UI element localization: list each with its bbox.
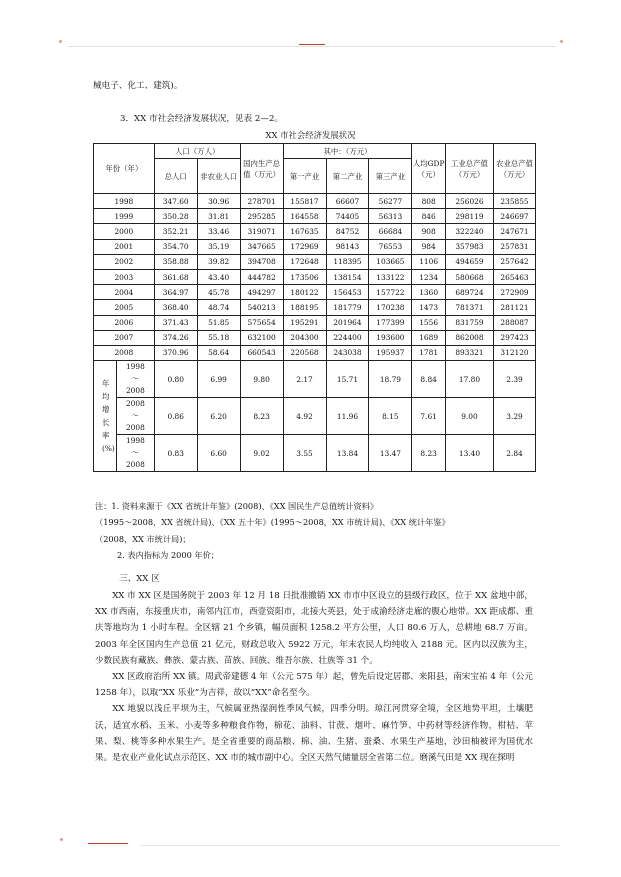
table-cell: 1106: [412, 254, 446, 269]
table-row: [94, 194, 536, 209]
table-cell: 51.85: [197, 315, 240, 330]
header-secondary: 第二产业: [326, 159, 369, 194]
table-row: [94, 269, 536, 284]
table-cell: 56277: [369, 194, 412, 209]
growth-period: 2008～2008: [117, 398, 155, 435]
table-cell: 358.88: [154, 254, 197, 269]
body-text: [95, 588, 533, 766]
table-cell: 831759: [445, 315, 493, 330]
footer-mark: [88, 843, 128, 844]
header-nonagri-pop: 非农业人口: [197, 159, 240, 194]
paragraph: XX 地貌以浅丘平坝为主，气候属亚热湿润性季风气候，四季分明。琼江河贯穿全境，全区地势平坦，土壤肥沃，适宜水稻、玉米、小麦等多种粮食作物，棉花、油料、甘蔗、烟叶、麻竹笋、中药材等经济作物，柑桔、苹果、梨、桃等多种水果生产。是全省重要的商品粮、棉、油、生猪、蚕桑、水果生产基地，沙田柚被评为国优水果。是农业产业化试点示范区、XX 市的城市副中心。全区天然气储量居全省第二位。磨溪气田是 XX 现在探明: [95, 704, 533, 764]
table-cell: 357983: [445, 239, 493, 254]
growth-cell: 3.29: [494, 398, 536, 435]
growth-cell: 13.40: [445, 435, 493, 472]
table-cell: 893321: [445, 345, 493, 360]
table-cell: 45.78: [197, 285, 240, 300]
header-tertiary: 第三产业: [369, 159, 412, 194]
table-cell: 580668: [445, 269, 493, 284]
table-cell: 173506: [283, 269, 326, 284]
table-cell: 364.97: [154, 285, 197, 300]
table-row: [94, 345, 536, 360]
table-cell: 278701: [240, 194, 283, 209]
table-cell: 354.70: [154, 239, 197, 254]
table-cell: 84752: [326, 224, 369, 239]
table-cell: 2001: [94, 239, 155, 254]
table-cell: 394708: [240, 254, 283, 269]
table-cell: 43.40: [197, 269, 240, 284]
table-cell: 31.81: [197, 209, 240, 224]
table-cell: 204300: [283, 330, 326, 345]
table-cell: 1999: [94, 209, 155, 224]
table-cell: 322240: [445, 224, 493, 239]
note-line: 2. 表内指标为 2000 年价；: [117, 549, 219, 560]
paragraph: XX 区政府治所 XX 镇。周武帝建德 4 年（公元 575 年）起，曾先后设定居郡、来阳县，南宋宝祐 4 年（公元 1258 年），以取“XX 乐业”为吉祥，故以“XX”命名至今。: [95, 672, 533, 699]
header-dot-right: [560, 40, 563, 43]
growth-cell: 8.15: [369, 398, 412, 435]
header-primary: 第一产业: [283, 159, 326, 194]
table-row: [94, 300, 536, 315]
table-cell: 177399: [369, 315, 412, 330]
growth-row: [94, 435, 536, 472]
table-cell: 180122: [283, 285, 326, 300]
table-cell: 281121: [494, 300, 536, 315]
growth-cell: 0.83: [154, 435, 197, 472]
table-row: [94, 254, 536, 269]
growth-cell: 13.84: [326, 435, 369, 472]
table-cell: 39.82: [197, 254, 240, 269]
note-line: （1995～2008，XX 省统计局)、《XX 五十年》(1995～2008，XX 市统计局)、《XX 统计年鉴》: [95, 517, 450, 528]
table-cell: 30.96: [197, 194, 240, 209]
table-cell: 2007: [94, 330, 155, 345]
header-of-which: 其中：（万元）: [283, 144, 412, 159]
table-cell: 74405: [326, 209, 369, 224]
growth-period: 1998～2008: [117, 361, 155, 398]
growth-cell: 4.92: [283, 398, 326, 435]
table-cell: 155817: [283, 194, 326, 209]
table-cell: 846: [412, 209, 446, 224]
table-cell: 257642: [494, 254, 536, 269]
table-cell: 55.18: [197, 330, 240, 345]
table-cell: 370.96: [154, 345, 197, 360]
table-cell: 103665: [369, 254, 412, 269]
table-cell: 494297: [240, 285, 283, 300]
table-cell: 133122: [369, 269, 412, 284]
table-cell: 33.46: [197, 224, 240, 239]
table-row: [94, 330, 536, 345]
header-population: 人口（万人）: [154, 144, 240, 159]
growth-cell: 2.84: [494, 435, 536, 472]
table-cell: 170238: [369, 300, 412, 315]
header-industry: 工业总产值（万元）: [445, 144, 493, 194]
table-cell: 193600: [369, 330, 412, 345]
table-cell: 1998: [94, 194, 155, 209]
header-gdp: 国内生产总值（万元）: [240, 144, 283, 194]
table-cell: 164558: [283, 209, 326, 224]
table-cell: 48.74: [197, 300, 240, 315]
table-cell: 808: [412, 194, 446, 209]
table-cell: 371.43: [154, 315, 197, 330]
table-cell: 361.68: [154, 269, 197, 284]
table-cell: 246697: [494, 209, 536, 224]
table-cell: 2000: [94, 224, 155, 239]
table-cell: 288087: [494, 315, 536, 330]
growth-row: [94, 361, 536, 398]
table-cell: 312120: [494, 345, 536, 360]
table-cell: 2006: [94, 315, 155, 330]
table-cell: 1556: [412, 315, 446, 330]
note-line: （2008，XX 市统计局)；: [95, 533, 191, 544]
growth-cell: 15.71: [326, 361, 369, 398]
growth-cell: 9.00: [445, 398, 493, 435]
table-cell: 1473: [412, 300, 446, 315]
table-cell: 272909: [494, 285, 536, 300]
table-cell: 195937: [369, 345, 412, 360]
growth-cell: 9.80: [240, 361, 283, 398]
table-cell: 2002: [94, 254, 155, 269]
table-cell: 1360: [412, 285, 446, 300]
growth-cell: 13.47: [369, 435, 412, 472]
table-cell: 157722: [369, 285, 412, 300]
table-cell: 352.21: [154, 224, 197, 239]
table-cell: 188195: [283, 300, 326, 315]
growth-cell: 8.23: [412, 435, 446, 472]
header-mark: [299, 44, 325, 45]
table-cell: 172648: [283, 254, 326, 269]
section-line: 3．XX 市社会经济发展状况，见表 2—2。: [120, 114, 284, 124]
table-row: [94, 285, 536, 300]
intro-line: 械电子、化工、建筑)。: [93, 81, 183, 91]
table-cell: 1234: [412, 269, 446, 284]
footer-dot: [60, 838, 63, 841]
table-cell: 195291: [283, 315, 326, 330]
table-notes: [95, 498, 450, 563]
economy-table: [93, 143, 536, 472]
table-cell: 494659: [445, 254, 493, 269]
growth-cell: 18.79: [369, 361, 412, 398]
table-cell: 368.40: [154, 300, 197, 315]
table-cell: 167635: [283, 224, 326, 239]
growth-cell: 17.80: [445, 361, 493, 398]
table-cell: 540213: [240, 300, 283, 315]
table-cell: 2005: [94, 300, 155, 315]
table-cell: 660543: [240, 345, 283, 360]
table-cell: 1689: [412, 330, 446, 345]
table-cell: 444782: [240, 269, 283, 284]
growth-cell: 9.02: [240, 435, 283, 472]
table-cell: 224400: [326, 330, 369, 345]
table-cell: 35.19: [197, 239, 240, 254]
table-row: [94, 315, 536, 330]
district-heading: 三、XX 区: [119, 574, 160, 584]
header-dot-left: [59, 40, 62, 43]
header-rule: [68, 46, 556, 47]
table-cell: 319071: [240, 224, 283, 239]
table-cell: 243038: [326, 345, 369, 360]
growth-cell: 8.23: [240, 398, 283, 435]
growth-cell: 11.96: [326, 398, 369, 435]
growth-period: 1998～2008: [117, 435, 155, 472]
table-cell: 908: [412, 224, 446, 239]
table-cell: 56313: [369, 209, 412, 224]
table-cell: 201964: [326, 315, 369, 330]
growth-label: 年均增长率(%): [94, 361, 117, 472]
table-row: [94, 239, 536, 254]
table-cell: 156453: [326, 285, 369, 300]
table-cell: 138154: [326, 269, 369, 284]
growth-cell: 7.61: [412, 398, 446, 435]
paragraph: XX 市 XX 区是国务院于 2003 年 12 月 18 日批准撤销 XX 市市中区设立的县级行政区，位于 XX 盆地中部，XX 市西南，东接重庆市，南邻内江市，西壹资阳市，北接大英县，处于成渝经济走廊的腹心地带。XX 距成都、重庆等地均为 1 小时车程。全区辖 21 个乡镇，幅员面积 1258.2 平方公里，人口 80.6 万人，总耕地 68.7 万亩。2003 年全区国内生产总值 21 亿元，财政总收入 5922 万元，年末农民人均纯收入 2188 元。区内以汉族为主，少数民族有藏族、彝族、蒙古族、苗族、回族、维吾尔族、壮族等 31 个。: [95, 591, 533, 666]
growth-cell: 8.84: [412, 361, 446, 398]
header-agriculture: 农业总产值（万元）: [494, 144, 536, 194]
table-cell: 2004: [94, 285, 155, 300]
growth-cell: 0.86: [154, 398, 197, 435]
table-cell: 118395: [326, 254, 369, 269]
table-cell: 247671: [494, 224, 536, 239]
table-cell: 781371: [445, 300, 493, 315]
table-cell: 2008: [94, 345, 155, 360]
table-cell: 347.60: [154, 194, 197, 209]
table-cell: 256026: [445, 194, 493, 209]
table-cell: 66607: [326, 194, 369, 209]
table-cell: 257831: [494, 239, 536, 254]
table-cell: 76553: [369, 239, 412, 254]
table-cell: 66684: [369, 224, 412, 239]
table-cell: 2003: [94, 269, 155, 284]
table-cell: 295285: [240, 209, 283, 224]
growth-cell: 6.20: [197, 398, 240, 435]
table-cell: 984: [412, 239, 446, 254]
table-cell: 172969: [283, 239, 326, 254]
table-row: [94, 209, 536, 224]
growth-cell: 3.55: [283, 435, 326, 472]
table-cell: 347665: [240, 239, 283, 254]
table-cell: 235855: [494, 194, 536, 209]
table-cell: 58.64: [197, 345, 240, 360]
table-cell: 575654: [240, 315, 283, 330]
growth-cell: 2.17: [283, 361, 326, 398]
table-cell: 632100: [240, 330, 283, 345]
header-year: 年份（年）: [94, 144, 155, 194]
header-per-capita: 人均GDP（元）: [412, 144, 446, 194]
footer-rule: [140, 845, 560, 846]
table-cell: 374.26: [154, 330, 197, 345]
table-cell: 1781: [412, 345, 446, 360]
growth-cell: 2.39: [494, 361, 536, 398]
growth-cell: 0.80: [154, 361, 197, 398]
table-cell: 350.28: [154, 209, 197, 224]
growth-cell: 6.60: [197, 435, 240, 472]
table-cell: 862008: [445, 330, 493, 345]
header-total-pop: 总人口: [154, 159, 197, 194]
table-caption: XX 市社会经济发展状况: [265, 130, 356, 140]
table-cell: 265463: [494, 269, 536, 284]
table-cell: 689724: [445, 285, 493, 300]
note-line: 注：1. 资料来源于《XX 省统计年鉴》(2008)、《XX 国民生产总值统计资料》: [95, 501, 379, 511]
table-cell: 220568: [283, 345, 326, 360]
table-cell: 298119: [445, 209, 493, 224]
growth-cell: 6.99: [197, 361, 240, 398]
table-cell: 181779: [326, 300, 369, 315]
table-cell: 297423: [494, 330, 536, 345]
table-row: [94, 224, 536, 239]
table-cell: 98143: [326, 239, 369, 254]
growth-row: [94, 398, 536, 435]
